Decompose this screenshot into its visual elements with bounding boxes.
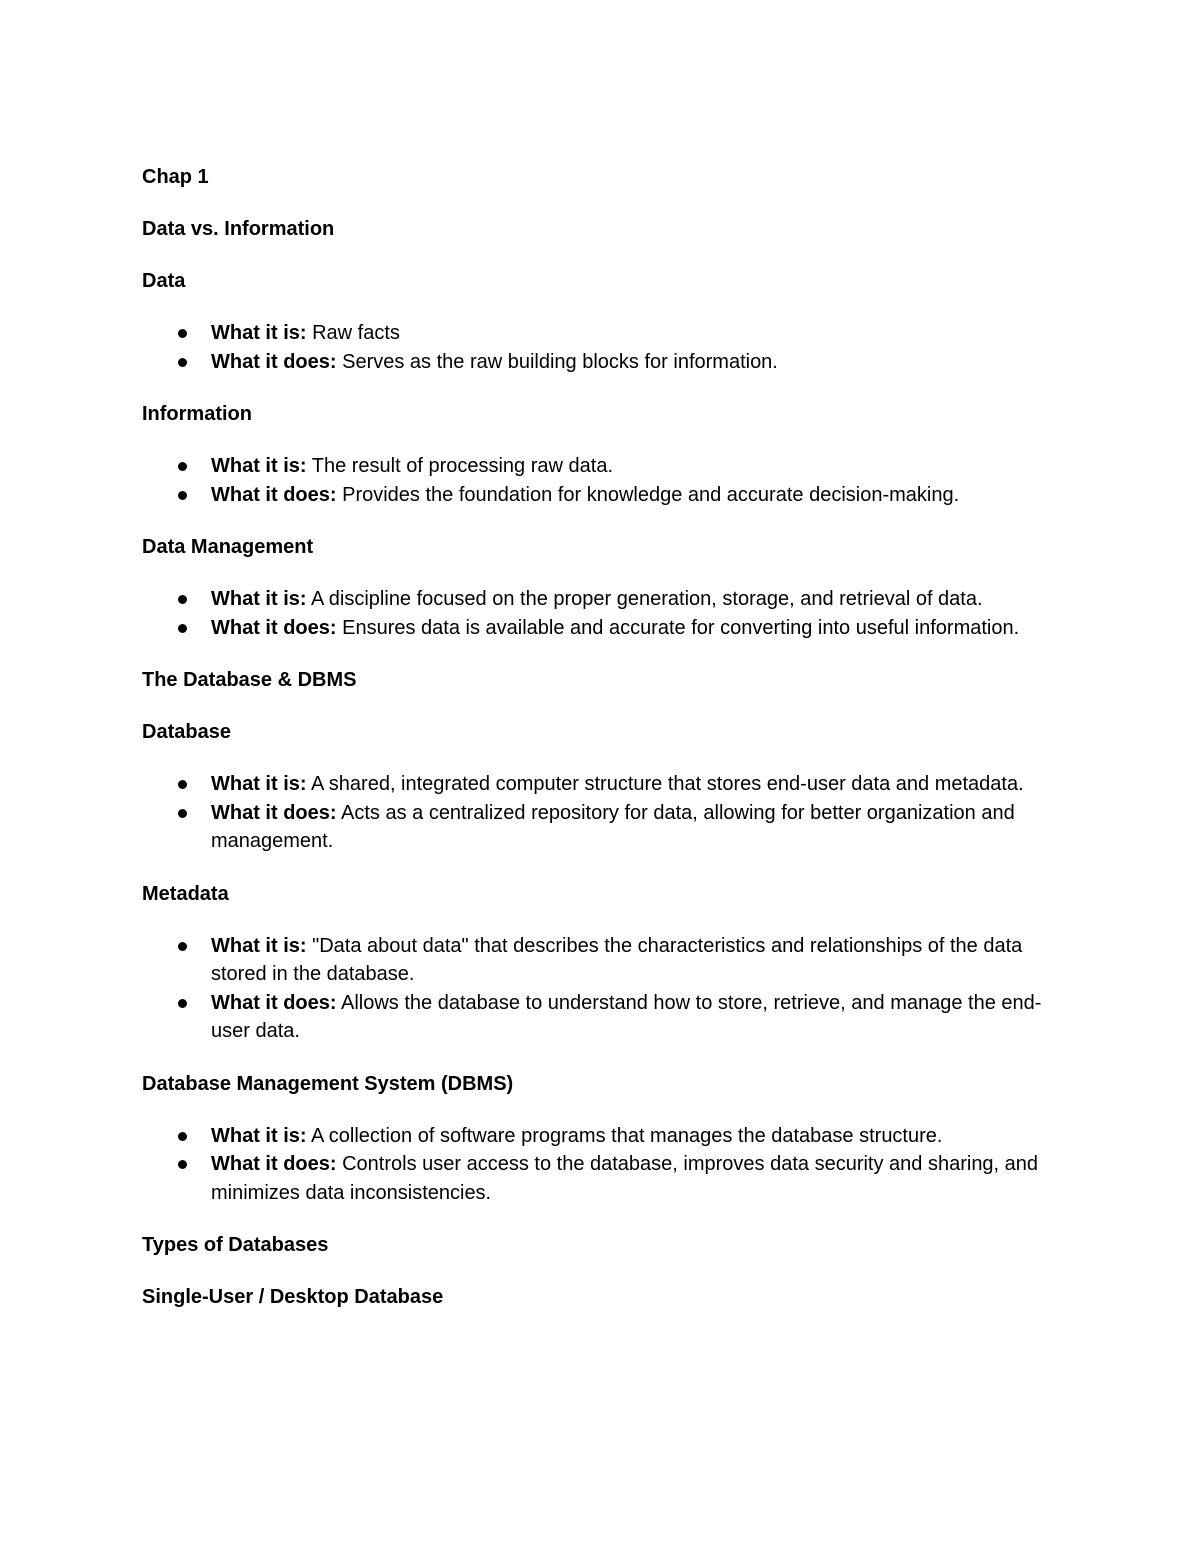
list-item — [142, 614, 1072, 643]
list-item — [142, 585, 1072, 614]
list-item — [142, 1122, 1072, 1151]
section-heading: Data Management — [142, 536, 314, 558]
bullet-list — [142, 1122, 1072, 1208]
bullet-list — [142, 452, 1072, 509]
section-heading: The Database & DBMS — [142, 669, 357, 691]
list-item — [142, 481, 1072, 510]
bullet-dot-icon — [178, 1160, 187, 1169]
item-label: What it does: — [211, 991, 337, 1014]
item-label: What it does: — [211, 350, 337, 373]
bullet-dot-icon — [178, 595, 187, 604]
bullet-list — [142, 770, 1072, 856]
bullet-dot-icon — [178, 809, 187, 818]
section-heading: Metadata — [142, 882, 229, 905]
section-heading: Types of Databases — [142, 1234, 329, 1256]
item-text: The result of processing raw data. — [306, 455, 614, 477]
list-item — [142, 452, 1072, 481]
section-heading: Chap 1 — [142, 166, 209, 188]
list-item — [142, 319, 1072, 348]
list-item — [142, 770, 1072, 799]
item-label: What it is: — [211, 1124, 307, 1147]
item-text: Controls user access to the database, improves data security and sharing, and minimizes data inconsistencies. — [211, 1153, 1039, 1204]
document-page — [142, 163, 1072, 1335]
item-text: Provides the foundation for knowledge and accurate decision-making. — [336, 483, 960, 506]
list-item — [142, 348, 1072, 377]
item-text: Serves as the raw building blocks for information. — [336, 350, 778, 373]
item-label: What it does: — [211, 483, 337, 506]
item-text: Acts as a centralized repository for data, allowing for better organization and management. — [211, 801, 1015, 852]
list-item — [142, 799, 1072, 856]
section-heading: Database — [142, 721, 231, 743]
item-label: What it is: — [211, 455, 307, 477]
bullet-dot-icon — [178, 624, 187, 633]
section-heading: Data — [142, 270, 186, 292]
item-text: Allows the database to understand how to store, retrieve, and manage the end-user data. — [211, 991, 1042, 1042]
item-label: What it is: — [211, 773, 307, 795]
bullet-dot-icon — [178, 780, 187, 789]
bullet-dot-icon — [178, 999, 187, 1008]
item-label: What it is: — [211, 322, 307, 344]
bullet-list — [142, 932, 1072, 1046]
list-item — [142, 1150, 1072, 1207]
section-heading: Database Management System (DBMS) — [142, 1072, 514, 1095]
section-heading: Single-User / Desktop Database — [142, 1286, 444, 1308]
bullet-list — [142, 585, 1072, 642]
document-body — [142, 163, 1072, 1311]
item-label: What it does: — [211, 1153, 337, 1175]
item-text: Ensures data is available and accurate for converting into useful information. — [336, 616, 1020, 639]
list-item — [142, 932, 1072, 989]
bullet-dot-icon — [178, 942, 187, 951]
item-label: What it is: — [211, 934, 307, 957]
item-text: "Data about data" that describes the characteristics and relationships of the data stored in the database. — [211, 934, 1023, 985]
bullet-dot-icon — [178, 329, 187, 338]
bullet-dot-icon — [178, 358, 187, 367]
item-label: What it does: — [211, 801, 337, 824]
bullet-dot-icon — [178, 462, 187, 471]
bullet-dot-icon — [178, 1132, 187, 1141]
item-text: A discipline focused on the proper generation, storage, and retrieval of data. — [306, 588, 983, 610]
item-text: A shared, integrated computer structure that stores end-user data and metadata. — [306, 773, 1024, 795]
bullet-list — [142, 319, 1072, 376]
section-heading: Information — [142, 403, 252, 425]
item-label: What it does: — [211, 616, 337, 639]
list-item — [142, 989, 1072, 1046]
item-label: What it is: — [211, 588, 307, 610]
item-text: A collection of software programs that manages the database structure. — [306, 1124, 943, 1147]
bullet-dot-icon — [178, 491, 187, 500]
item-text: Raw facts — [306, 322, 400, 344]
section-heading: Data vs. Information — [142, 218, 335, 240]
